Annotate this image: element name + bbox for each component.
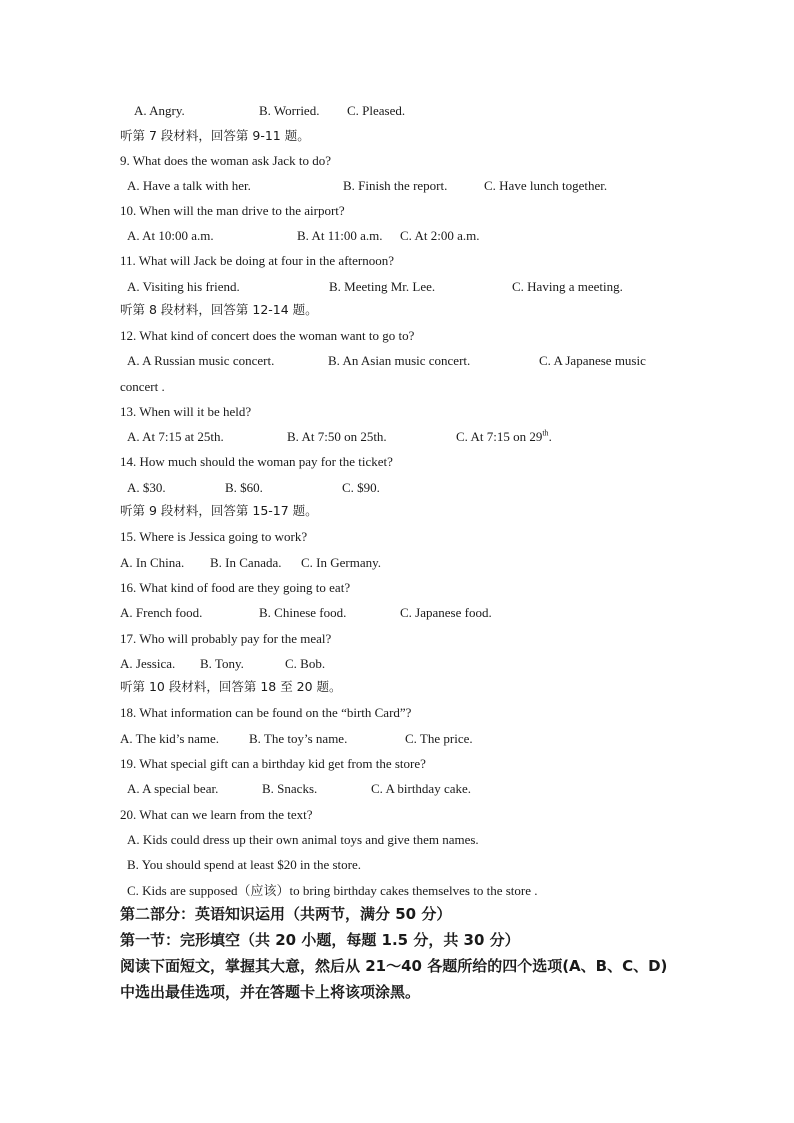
cloze-instruction-line-2: 中选出最佳选项，并在答题卡上将该项涂黑。 <box>120 983 421 1001</box>
q14-option-b: B. $60. <box>225 480 263 495</box>
q8-option-b: B. Worried. <box>259 103 320 118</box>
section-9-instruction: 听第 9 段材料，回答第 15-17 题。 <box>120 503 318 518</box>
question-9: 9. What does the woman ask Jack to do? <box>120 153 331 168</box>
q19-option-c: C. A birthday cake. <box>371 781 472 796</box>
q13-option-a: A. At 7:15 at 25th. <box>127 429 224 444</box>
q15-option-c: C. In Germany. <box>301 555 382 570</box>
q10-option-b: B. At 11:00 a.m. <box>297 228 383 243</box>
part-2-heading: 第二部分：英语知识运用（共两节，满分 50 分） <box>120 905 452 923</box>
q15-option-a: A. In China. <box>120 555 185 570</box>
q12-option-b: B. An Asian music concert. <box>328 353 471 368</box>
question-15: 15. Where is Jessica going to work? <box>120 529 308 544</box>
q18-option-b: B. The toy’s name. <box>249 731 348 746</box>
q20-option-b: B. You should spend at least $20 in the store. <box>127 857 361 872</box>
question-20: 20. What can we learn from the text? <box>120 807 313 822</box>
question-14: 14. How much should the woman pay for the ticket? <box>120 454 393 469</box>
q12-option-a: A. A Russian music concert. <box>127 353 275 368</box>
q16-option-b: B. Chinese food. <box>259 605 347 620</box>
q14-option-a: A. $30. <box>127 480 166 495</box>
q20-option-c: C. Kids are supposed（应该）to bring birthday cakes themselves to the store . <box>127 883 538 898</box>
q17-option-a: A. Jessica. <box>120 656 176 671</box>
question-10: 10. When will the man drive to the airport? <box>120 203 345 218</box>
q19-option-b: B. Snacks. <box>262 781 318 796</box>
question-17: 17. Who will probably pay for the meal? <box>120 631 332 646</box>
question-11: 11. What will Jack be doing at four in the afternoon? <box>120 253 395 268</box>
question-19: 19. What special gift can a birthday kid get from the store? <box>120 756 426 771</box>
q13-option-c <box>456 429 552 445</box>
q19-option-a: A. A special bear. <box>127 781 219 796</box>
question-18: 18. What information can be found on the “birth Card”? <box>120 705 412 720</box>
q11-option-b: B. Meeting Mr. Lee. <box>329 279 436 294</box>
q13-option-c-text: C. At 7:15 on 29 <box>456 429 543 444</box>
q13-option-b: B. At 7:50 on 25th. <box>287 429 387 444</box>
section-7-instruction: 听第 7 段材料，回答第 9-11 题。 <box>120 128 310 143</box>
q9-option-c: C. Have lunch together. <box>484 178 608 193</box>
q17-option-b: B. Tony. <box>200 656 244 671</box>
q15-option-b: B. In Canada. <box>210 555 282 570</box>
q10-option-a: A. At 10:00 a.m. <box>127 228 214 243</box>
q13-option-c-period: . <box>548 429 552 444</box>
q8-option-c: C. Pleased. <box>347 103 406 118</box>
q20-option-a: A. Kids could dress up their own animal toys and give them names. <box>127 832 479 847</box>
q8-option-a: A. Angry. <box>134 103 185 118</box>
section-10-instruction: 听第 10 段材料，回答第 18 至 20 题。 <box>120 679 342 694</box>
q14-option-c: C. $90. <box>342 480 380 495</box>
q10-option-c: C. At 2:00 a.m. <box>400 228 480 243</box>
section-8-instruction: 听第 8 段材料，回答第 12-14 题。 <box>120 302 318 317</box>
q11-option-a: A. Visiting his friend. <box>127 279 240 294</box>
q12-option-c-continued: concert . <box>120 379 165 394</box>
q18-option-c: C. The price. <box>405 731 473 746</box>
q12-option-c: C. A Japanese music <box>539 353 646 368</box>
q16-option-c: C. Japanese food. <box>400 605 492 620</box>
q17-option-c: C. Bob. <box>285 656 326 671</box>
q9-option-a: A. Have a talk with her. <box>127 178 251 193</box>
part-2-section-1-heading: 第一节：完形填空（共 20 小题，每题 1.5 分，共 30 分） <box>120 931 520 949</box>
q18-option-a: A. The kid’s name. <box>120 731 220 746</box>
question-13: 13. When will it be held? <box>120 404 252 419</box>
q9-option-b: B. Finish the report. <box>343 178 448 193</box>
cloze-instruction-line-1: 阅读下面短文，掌握其大意，然后从 21～40 各题所给的四个选项(A、B、C、D) <box>120 957 668 975</box>
question-16: 16. What kind of food are they going to eat? <box>120 580 351 595</box>
q16-option-a: A. French food. <box>120 605 203 620</box>
q11-option-c: C. Having a meeting. <box>512 279 623 294</box>
q13-option-c-superscript: th <box>542 428 549 438</box>
question-12: 12. What kind of concert does the woman want to go to? <box>120 328 415 343</box>
